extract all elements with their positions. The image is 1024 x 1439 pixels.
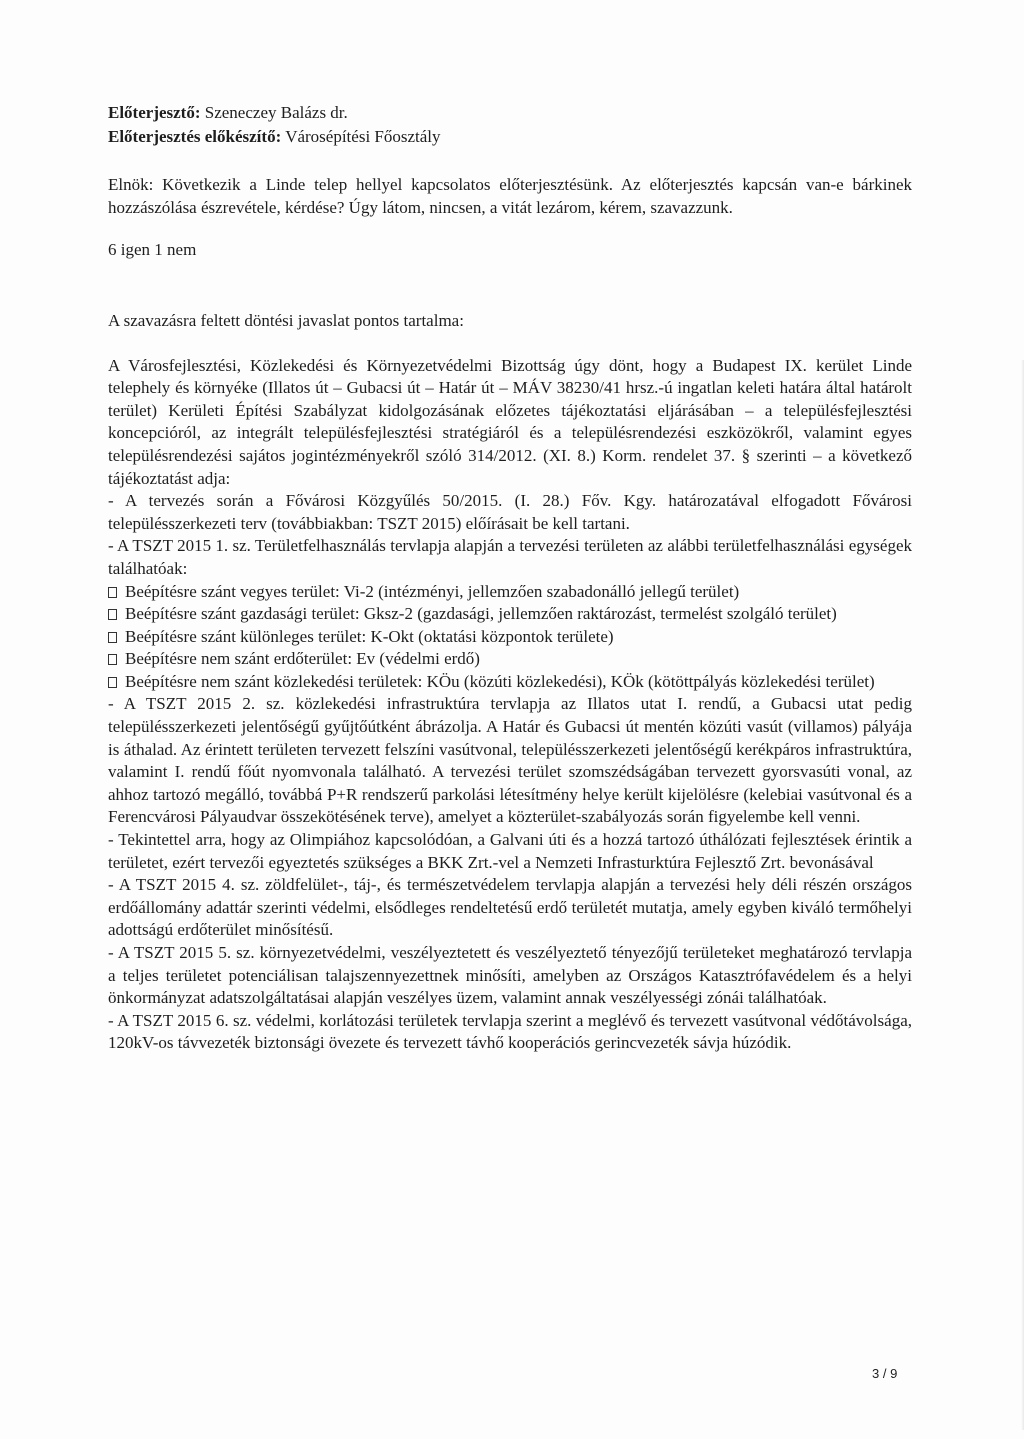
resolution-text (108, 355, 912, 1055)
resolution-opening: A Városfejlesztési, Közlekedési és Környezetvédelmi Bizottság úgy dönt, hogy a Budapest IX. kerület Linde telephely és környéke (Illatos út – Gubacsi út – Határ út – MÁV 38230/41 hrsz.-ú ingatlan keleti határa által határolt terület) Kerületi Építési Szabályzat kidolgozásának előzetes tájékoztatási eljárásában – a településfejlesztési koncepcióról, az integrált településfejlesztési stratégiáról és a településrendezési eszközökről, valamint egyes településrendezési sajátos jogintézményekről szóló 314/2012. (XI. 8.) Korm. rendelet 37. § szerinti – a következő tájékoztatást adja: (108, 355, 912, 488)
land-use-item (108, 603, 912, 626)
checkbox-square-icon (108, 654, 117, 665)
document-body (108, 102, 912, 1055)
resolution-item-4: - Tekintettel arra, hogy az Olimpiához kapcsolódóan, a Galvani úti és a hozzá tartozó úthálózati fejlesztések érintik a területet, ezért tervezői egyeztetés szükséges a BKK Zrt.-vel a Nemzeti Infrasturktúra Fejlesztő Zrt. bevonásával (108, 830, 912, 872)
land-use-item (108, 671, 912, 694)
prepared-by-value: Városépítési Főosztály (285, 126, 441, 146)
page-number: 3 / 9 (872, 1366, 898, 1381)
land-use-text: Beépítésre nem szánt közlekedési területek: KÖu (közúti közlekedési), KÖk (kötöttpályás közlekedési terület) (125, 671, 875, 691)
resolution-item-2: - A TSZT 2015 1. sz. Területfelhasználás tervlapja alapján a tervezési területen az alábbi területfelhasználási egységek találhatóak: (108, 536, 912, 578)
checkbox-square-icon (108, 609, 117, 620)
land-use-item (108, 626, 912, 649)
presenter-label: Előterjesztő: (108, 103, 201, 122)
resolution-item-3: - A TSZT 2015 2. sz. közlekedési infrastruktúra tervlapja az Illatos utat I. rendű, a Gubacsi utat pedig településszerkezeti jelentőségű gyűjtőútként ábrázolja. A Határ és Gubacsi út mentén közúti vasút (villamos) pályája is áthalad. Az érintett területen tervezett felszíni vasútvonal, településszerkezeti jelentőségű kerékpáros infrastruktúra, valamint I. rendű főút nyomvonala található. A tervezési terület szomszédságában tervezett gyorsvasúti vonal, az ahhoz tartozó megálló, továbbá P+R rendszerű parkolási létesítmény helye került kijelölésre (kelebiai vasútvonal és a Ferencvárosi Pályaudvar összekötésének terve), amelyet a közterület-szabályozás során figyelembe kell venni. (108, 694, 912, 827)
presenter-value: Szeneczey Balázs dr. (204, 103, 348, 122)
resolution-item-1: - A tervezés során a Fővárosi Közgyűlés 50/2015. (I. 28.) Főv. Kgy. határozatával elfogadott Fővárosi településszerkezeti terv (továbbiakban: TSZT 2015) előírásait be kell tartani. (108, 491, 912, 533)
prepared-by-line (108, 126, 912, 149)
checkbox-square-icon (108, 632, 117, 643)
resolution-item-7: - A TSZT 2015 6. sz. védelmi, korlátozási területek tervlapja szerint a meglévő és tervezett vasútvonal védőtávolsága, 120kV-os távvezeték biztonsági övezete és tervezett távhő kooperációs gerincvezeték sávja húzódik. (108, 1010, 912, 1053)
land-use-text: Beépítésre szánt gazdasági terület: Gksz-2 (gazdasági, jellemzően raktározást, termelést szolgáló terület) (125, 604, 837, 624)
land-use-text: Beépítésre szánt vegyes terület: Vi-2 (intézményi, jellemzően szabadonálló jellegű terület) (125, 581, 740, 601)
checkbox-square-icon (108, 587, 117, 598)
chair-intro-paragraph: Elnök: Következik a Linde telep hellyel kapcsolatos előterjesztésünk. Az előterjesztés kapcsán van-e bárkinek hozzászólása észrevétele, kérdése? Úgy látom, nincsen, a vitát lezárom, kérem, szavazzunk. (108, 175, 912, 217)
land-use-text: Beépítésre szánt különleges terület: K-Okt (oktatási központok területe) (125, 626, 614, 646)
land-use-text: Beépítésre nem szánt erdőterület: Ev (védelmi erdő) (125, 649, 480, 669)
vote-result: 6 igen 1 nem (108, 240, 197, 260)
proposal-label: A szavazásra feltett döntési javaslat pontos tartalma: (108, 310, 464, 330)
land-use-item (108, 648, 912, 671)
presenter-line (108, 102, 912, 125)
prepared-by-label: Előterjesztés előkészítő: (108, 126, 282, 146)
land-use-item (108, 581, 912, 604)
checkbox-square-icon (108, 677, 117, 688)
resolution-item-5: - A TSZT 2015 4. sz. zöldfelület-, táj-, és természetvédelem tervlapja alapján a tervezési hely déli részén országos erdőállomány adattár szerinti védelmi, elsődleges rendeltetésű erdő területét mutatja, amely egyben kiváló termőhelyi adottságú erdőterület minősítésű. (108, 875, 912, 940)
resolution-item-6: - A TSZT 2015 5. sz. környezetvédelmi, veszélyeztetett és veszélyeztető tényezőjű területeket meghatározó tervlapja a teljes területet potenciálisan talajszennyezettnek minősíti, amelyben az Országos Katasztrófavédelem és a helyi önkormányzat adatszolgáltatásai alapján veszélyes üzem, valamint annak veszélyességi zónái találhatóak. (108, 943, 912, 1008)
